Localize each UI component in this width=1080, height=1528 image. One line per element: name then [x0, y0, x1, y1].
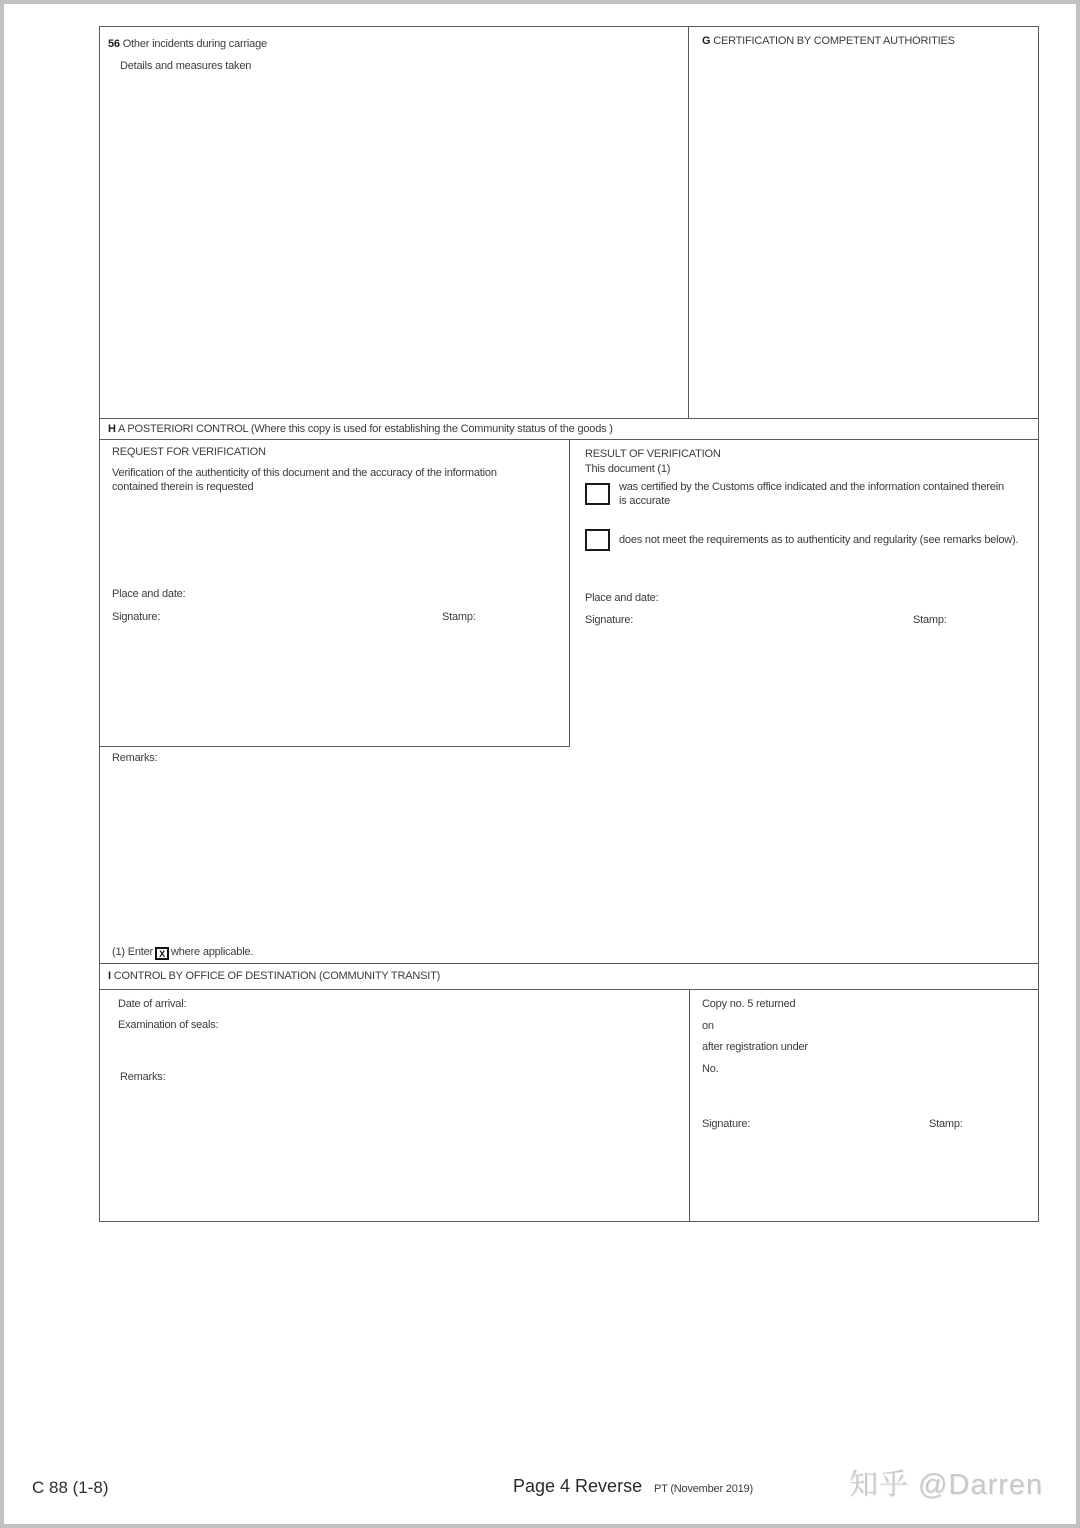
box-g-certification [689, 27, 1038, 418]
box-g-title: CERTIFICATION BY COMPETENT AUTHORITIES [713, 35, 955, 47]
result-not-meet-checkbox[interactable] [585, 529, 610, 551]
request-stamp-label: Stamp: [442, 611, 476, 623]
footnote-x-box-icon: X [155, 947, 169, 960]
i-remarks-label: Remarks: [120, 1071, 166, 1083]
section-i-divider [689, 990, 690, 1221]
after-registration-label: after registration under [702, 1041, 808, 1053]
h-footnote [112, 946, 253, 960]
version-label: PT (November 2019) [654, 1483, 753, 1495]
section-h-title: A POSTERIORI CONTROL (Where this copy is used for establishing the Community status of the goods ) [118, 422, 613, 435]
section-i-body [100, 990, 1038, 1221]
result-place-date-label: Place and date: [585, 592, 659, 604]
box-56-number: 56 [108, 38, 120, 50]
box-g-title-line [702, 35, 955, 48]
footnote-prefix: (1) Enter [112, 946, 153, 958]
box-56-other-incidents [100, 27, 689, 418]
result-not-meet-label: does not meet the requirements as to authenticity and regularity (see remarks below). [619, 534, 1019, 546]
form-code: C 88 (1-8) [32, 1478, 109, 1497]
top-row [100, 27, 1038, 418]
result-signature-label: Signature: [585, 614, 634, 626]
section-i-title: CONTROL BY OFFICE OF DESTINATION (COMMUNITY TRANSIT) [113, 970, 441, 982]
box-56-subtitle: Details and measures taken [120, 60, 252, 72]
h-remarks-label: Remarks: [112, 752, 158, 764]
request-body-text: Verification of the authenticity of this document and the accuracy of the information contained therein is requested [112, 467, 497, 493]
i-signature-label: Signature: [702, 1118, 751, 1130]
request-verification-box [100, 440, 570, 747]
request-title: REQUEST FOR VERIFICATION [112, 446, 266, 458]
section-h-letter: H [108, 422, 116, 435]
result-certified-checkbox[interactable] [585, 483, 610, 505]
registration-no-label: No. [702, 1063, 719, 1075]
i-stamp-label: Stamp: [929, 1118, 963, 1130]
examination-of-seals-label: Examination of seals: [118, 1019, 219, 1031]
result-certified-label: was certified by the Customs office indicated and the information contained therein is accurate [619, 481, 1004, 507]
result-intro: This document (1) [585, 463, 671, 475]
copy-returned-label: Copy no. 5 returned [702, 998, 796, 1010]
result-title: RESULT OF VERIFICATION [585, 448, 721, 460]
section-h-header [100, 418, 1038, 440]
page-label: Page 4 Reverse [513, 1476, 643, 1496]
customs-form-c88-reverse [99, 26, 1039, 1222]
result-stamp-label: Stamp: [913, 614, 947, 626]
request-signature-label: Signature: [112, 611, 161, 623]
section-i-letter: I [108, 970, 111, 982]
request-place-date-label: Place and date: [112, 588, 186, 600]
section-h-body [100, 440, 1038, 963]
watermark: 知乎 @Darren [849, 1469, 1044, 1501]
date-of-arrival-label: Date of arrival: [118, 998, 187, 1010]
box-56-title: Other incidents during carriage [122, 38, 267, 50]
box-56-title-line [108, 38, 267, 51]
footnote-suffix: where applicable. [171, 946, 254, 958]
box-g-letter: G [702, 35, 711, 47]
section-i-header [100, 963, 1038, 990]
on-label: on [702, 1020, 714, 1032]
